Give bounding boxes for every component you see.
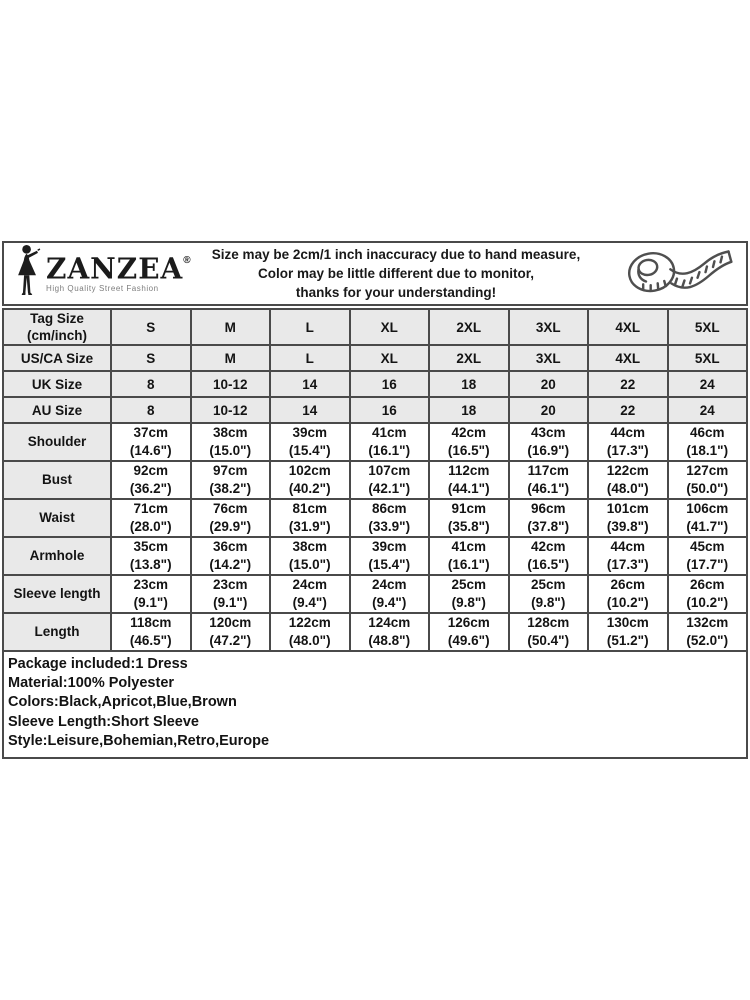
size-chart-cell: 97cm (38.2") [191, 461, 271, 499]
size-chart-cell: 24cm (9.4") [270, 575, 350, 613]
size-chart-cell: 5XL [668, 309, 748, 345]
size-chart-cell: 2XL [429, 345, 509, 371]
size-chart-cell: S [111, 345, 191, 371]
size-chart-cell: 2XL [429, 309, 509, 345]
brand-name: ZANZEA [46, 250, 184, 286]
row-label: Waist [3, 499, 111, 537]
size-chart-cell: 81cm (31.9") [270, 499, 350, 537]
row-label: Shoulder [3, 423, 111, 461]
size-chart-table [2, 308, 748, 652]
size-chart-cell: 24 [668, 397, 748, 423]
brand-tagline: High Quality Street Fashion [46, 283, 159, 293]
size-chart-cell: 107cm (42.1") [350, 461, 430, 499]
row-label: AU Size [3, 397, 111, 423]
product-info-style: Style:Leisure,Bohemian,Retro,Europe [8, 732, 270, 749]
size-chart-cell: 39cm (15.4") [350, 537, 430, 575]
size-chart-cell: 42cm (16.5") [429, 423, 509, 461]
content-area [2, 241, 748, 759]
size-chart-cell: 41cm (16.1") [429, 537, 509, 575]
size-chart-cell: 36cm (14.2") [191, 537, 271, 575]
size-chart-cell: 16 [350, 397, 430, 423]
size-chart-cell: 44cm (17.3") [588, 537, 668, 575]
table-row [3, 499, 747, 537]
size-chart-cell: XL [350, 345, 430, 371]
size-chart-cell: 3XL [509, 345, 589, 371]
row-label: Length [3, 613, 111, 651]
size-chart-cell: 128cm (50.4") [509, 613, 589, 651]
row-label: UK Size [3, 371, 111, 397]
size-chart-cell: 45cm (17.7") [668, 537, 748, 575]
size-chart-cell: 118cm (46.5") [111, 613, 191, 651]
size-chart-cell: 126cm (49.6") [429, 613, 509, 651]
size-chart-cell: 101cm (39.8") [588, 499, 668, 537]
table-row [3, 371, 747, 397]
size-chart-cell: 26cm (10.2") [588, 575, 668, 613]
product-info-sleeve-length: Sleeve Length:Short Sleeve [8, 713, 199, 730]
size-chart-cell: 39cm (15.4") [270, 423, 350, 461]
size-chart-cell: 38cm (15.0") [270, 537, 350, 575]
size-chart-cell: M [191, 309, 271, 345]
disclaimer-line-2: Color may be little different due to monitor, [257, 266, 535, 281]
registered-trademark-mark: ® [183, 254, 191, 266]
disclaimer-line-1: Size may be 2cm/1 inch inaccuracy due to hand measure, [211, 247, 581, 262]
size-chart-cell: 20 [509, 371, 589, 397]
size-chart-cell: 124cm (48.8") [350, 613, 430, 651]
size-chart-cell: 122cm (48.0") [588, 461, 668, 499]
size-chart-cell: 92cm (36.2") [111, 461, 191, 499]
size-chart-cell: 26cm (10.2") [668, 575, 748, 613]
size-chart-cell: 22 [588, 397, 668, 423]
brand-logo [4, 243, 190, 304]
size-chart-cell: 22 [588, 371, 668, 397]
size-chart-cell: 24cm (9.4") [350, 575, 430, 613]
size-chart-cell: 24 [668, 371, 748, 397]
size-chart-cell: M [191, 345, 271, 371]
header-box [2, 241, 748, 306]
size-chart-cell: 122cm (48.0") [270, 613, 350, 651]
table-row [3, 397, 747, 423]
size-chart-cell: 14 [270, 371, 350, 397]
size-chart-cell: 23cm (9.1") [111, 575, 191, 613]
size-chart-cell: 14 [270, 397, 350, 423]
size-chart-cell: 38cm (15.0") [191, 423, 271, 461]
size-chart-cell: 23cm (9.1") [191, 575, 271, 613]
size-chart-body [3, 309, 747, 651]
row-label: Tag Size (cm/inch) [3, 309, 111, 345]
size-chart-cell: 86cm (33.9") [350, 499, 430, 537]
size-chart-cell: 106cm (41.7") [668, 499, 748, 537]
size-chart-cell: L [270, 309, 350, 345]
size-chart-cell: 117cm (46.1") [509, 461, 589, 499]
size-chart-cell: 4XL [588, 309, 668, 345]
row-label: US/CA Size [3, 345, 111, 371]
size-chart-cell: 10-12 [191, 371, 271, 397]
product-info-colors: Colors:Black,Apricot,Blue,Brown [8, 694, 237, 711]
size-chart-cell: 4XL [588, 345, 668, 371]
table-row [3, 345, 747, 371]
table-row [3, 613, 747, 651]
size-chart-cell: 71cm (28.0") [111, 499, 191, 537]
size-chart-cell: 43cm (16.9") [509, 423, 589, 461]
size-chart-cell: 41cm (16.1") [350, 423, 430, 461]
table-row [3, 309, 747, 345]
size-chart-cell: 16 [350, 371, 430, 397]
size-disclaimer [190, 245, 606, 302]
size-chart-cell: 132cm (52.0") [668, 613, 748, 651]
size-chart-cell: S [111, 309, 191, 345]
size-chart-cell: 76cm (29.9") [191, 499, 271, 537]
fashion-woman-icon [12, 243, 44, 304]
table-row [3, 423, 747, 461]
size-chart-cell: 127cm (50.0") [668, 461, 748, 499]
size-chart-cell: 42cm (16.5") [509, 537, 589, 575]
size-chart-cell: 10-12 [191, 397, 271, 423]
size-chart-cell: 25cm (9.8") [509, 575, 589, 613]
product-info-material: Material:100% Polyester [8, 675, 175, 692]
size-chart-cell: 44cm (17.3") [588, 423, 668, 461]
size-chart-cell: 102cm (40.2") [270, 461, 350, 499]
disclaimer-line-3: thanks for your understanding! [295, 285, 497, 300]
row-label: Armhole [3, 537, 111, 575]
size-chart-cell: 20 [509, 397, 589, 423]
size-chart-cell: 5XL [668, 345, 748, 371]
size-chart-cell: 37cm (14.6") [111, 423, 191, 461]
product-info-package: Package included:1 Dress [8, 656, 188, 672]
row-label: Bust [3, 461, 111, 499]
size-chart-cell: 130cm (51.2") [588, 613, 668, 651]
size-chart-cell: 8 [111, 397, 191, 423]
size-chart-cell: 25cm (9.8") [429, 575, 509, 613]
table-row [3, 461, 747, 499]
product-info [2, 652, 748, 759]
table-row [3, 575, 747, 613]
row-label: Sleeve length [3, 575, 111, 613]
size-chart-cell: 96cm (37.8") [509, 499, 589, 537]
table-row [3, 537, 747, 575]
size-chart-cell: 8 [111, 371, 191, 397]
size-chart-cell: 120cm (47.2") [191, 613, 271, 651]
size-chart-cell: 35cm (13.8") [111, 537, 191, 575]
size-chart-cell: 46cm (18.1") [668, 423, 748, 461]
size-chart-cell: 18 [429, 371, 509, 397]
measuring-tape-icon [606, 244, 746, 304]
size-chart-cell: XL [350, 309, 430, 345]
size-chart-cell: L [270, 345, 350, 371]
size-chart-cell: 3XL [509, 309, 589, 345]
size-chart-cell: 91cm (35.8") [429, 499, 509, 537]
size-chart-cell: 112cm (44.1") [429, 461, 509, 499]
size-chart-cell: 18 [429, 397, 509, 423]
